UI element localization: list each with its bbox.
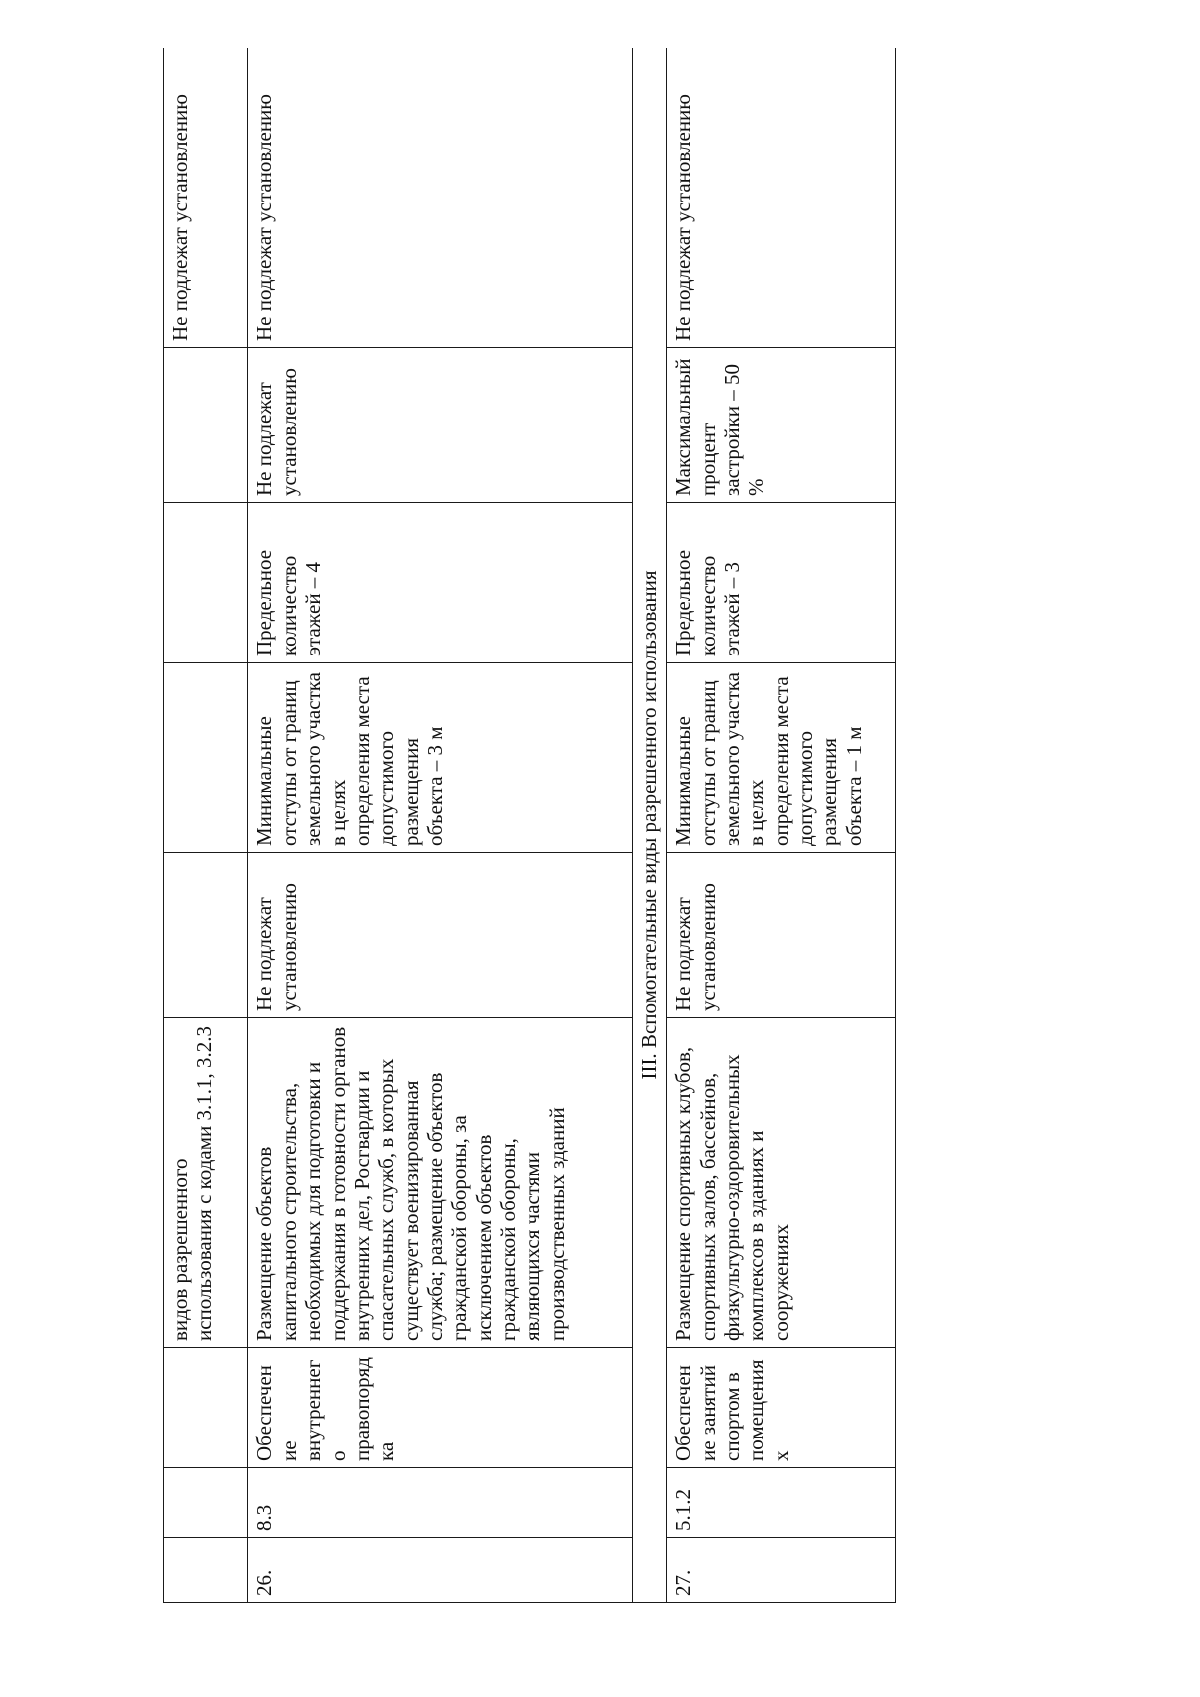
table-row-27: [667, 48, 896, 1603]
cell-name: [164, 1348, 248, 1468]
cell-code: 5.1.2: [667, 1468, 896, 1538]
table-row-26: [248, 48, 632, 1603]
cell-floors: Предельное количество этажей – 3: [667, 503, 896, 663]
cell-name: Обеспечение занятий спортом в помещениях: [667, 1348, 896, 1468]
cell-setback: Минимальные отступы от границ земельного участка в целях определения места допустимого размещения объекта – 3 м: [248, 663, 632, 853]
cell-description: Размещение объектов капитального строительства, необходимых для подготовки и поддержания в готовности органов внутренних дел, Росгвардии и спасательных служб, в которых существует военизированная служба; размещение объектов гражданской обороны, за исключением объектов гражданской обороны, являющихся частями производственных зданий: [248, 1018, 632, 1348]
cell-setback: [164, 663, 248, 853]
cell-floors: [164, 503, 248, 663]
land-use-table: [163, 48, 896, 1603]
section-row: [632, 48, 666, 1603]
cell-name: Обеспечение внутреннего правопорядка: [248, 1348, 632, 1468]
cell-description: Размещение спортивных клубов, спортивных залов, бассейнов, физкультурно-оздоровительных комплексов в зданиях и сооружениях: [667, 1018, 896, 1348]
cell-setback: Минимальные отступы от границ земельного участка в целях определения места допустимого размещения объекта – 1 м: [667, 663, 896, 853]
cell-num: 26.: [248, 1538, 632, 1603]
cell-coverage: Максимальный процент застройки – 50 %: [667, 348, 896, 503]
cell-other: Не подлежат установлению: [248, 48, 632, 348]
cell-coverage: [164, 348, 248, 503]
section-heading: III. Вспомогательные виды разрешенного использования: [632, 48, 666, 1603]
cell-other: Не подлежат установлению: [667, 48, 896, 348]
cell-coverage: Не подлежат установлению: [248, 348, 632, 503]
cell-plot-size: Не подлежат установлению: [248, 853, 632, 1018]
cell-code: 8.3: [248, 1468, 632, 1538]
cell-floors: Предельное количество этажей – 4: [248, 503, 632, 663]
cell-description: видов разрешенного использования с кодами 3.1.1, 3.2.3: [164, 1018, 248, 1348]
rotated-page: [163, 48, 896, 1603]
table-row-continuation: [164, 48, 248, 1603]
cell-plot-size: Не подлежат установлению: [667, 853, 896, 1018]
cell-plot-size: [164, 853, 248, 1018]
cell-num: [164, 1538, 248, 1603]
cell-other: Не подлежат установлению: [164, 48, 248, 348]
cell-num: 27.: [667, 1538, 896, 1603]
cell-code: [164, 1468, 248, 1538]
